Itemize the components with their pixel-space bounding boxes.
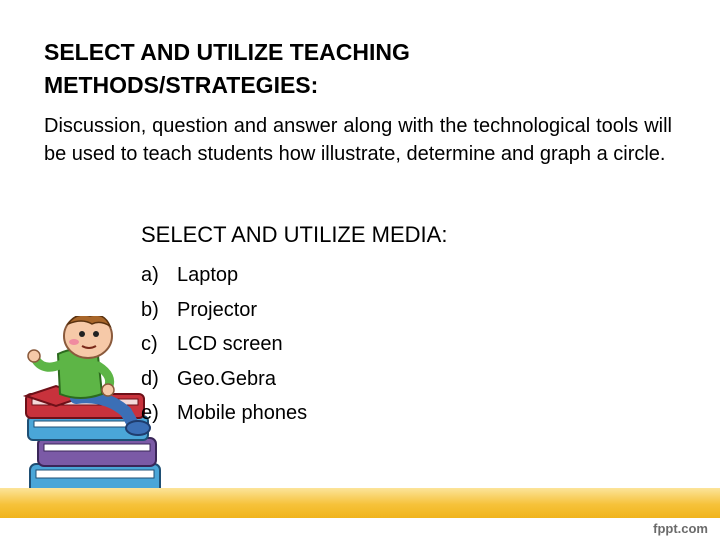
watermark-text: fppt.com bbox=[653, 521, 708, 536]
list-marker: e) bbox=[141, 402, 159, 424]
list-item-label: Mobile phones bbox=[177, 402, 308, 424]
slide-title-line-1: SELECT AND UTILIZE TEACHING bbox=[44, 39, 410, 65]
list-marker: b) bbox=[141, 298, 159, 321]
list-marker: d) bbox=[141, 367, 159, 390]
media-list bbox=[141, 258, 307, 431]
list-item bbox=[141, 293, 307, 328]
list-item-label: LCD screen bbox=[177, 333, 283, 355]
list-item bbox=[141, 258, 307, 293]
footer-band bbox=[0, 488, 720, 518]
list-item-label: Laptop bbox=[177, 264, 239, 286]
list-marker: a) bbox=[141, 264, 159, 286]
list-item bbox=[141, 362, 307, 397]
list-item bbox=[141, 327, 307, 362]
slide-title bbox=[44, 36, 684, 102]
footer-strip bbox=[0, 518, 720, 540]
media-heading: SELECT AND UTILIZE MEDIA: bbox=[141, 222, 448, 247]
slide-title-line-2: METHODS/STRATEGIES: bbox=[44, 72, 319, 98]
list-item-label: Projector bbox=[177, 298, 258, 321]
list-marker: c) bbox=[141, 333, 158, 355]
strategy-description: Discussion, question and answer along with the technological tools will be used to teach students how illustrate, determine and graph a circle. bbox=[44, 115, 672, 165]
list-item bbox=[141, 396, 307, 431]
list-item-label: Geo.Gebra bbox=[177, 367, 276, 390]
